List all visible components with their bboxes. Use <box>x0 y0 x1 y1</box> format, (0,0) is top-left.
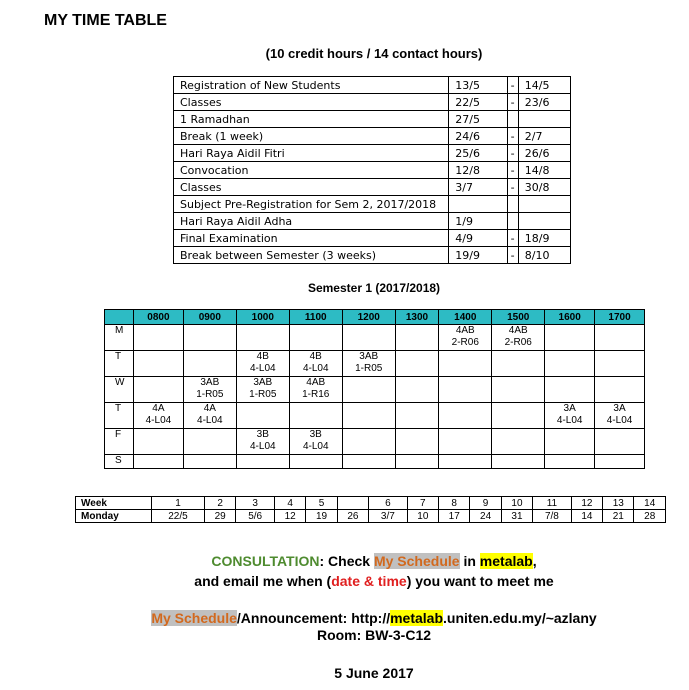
time-header-0900: 0900 <box>183 310 236 325</box>
class-slot <box>395 351 439 377</box>
class-slot <box>183 429 236 455</box>
class-slot-line: 4-L04 <box>249 441 276 452</box>
class-slot-line: 4B <box>309 351 322 362</box>
class-slot-line: 3AB <box>200 377 220 388</box>
day-label: W <box>105 377 134 403</box>
calendar-row <box>174 179 571 196</box>
class-slot <box>595 429 645 455</box>
week-number: 11 <box>533 497 572 510</box>
email-instruction-start: and email me when ( <box>194 573 332 589</box>
academic-calendar-table <box>173 76 571 264</box>
class-slot <box>289 429 342 455</box>
calendar-event: Hari Raya Aidil Fitri <box>174 145 449 162</box>
timetable-row <box>105 455 645 469</box>
metalab-highlight: metalab <box>479 553 533 569</box>
calendar-dash: - <box>507 230 518 247</box>
class-slot <box>183 377 236 403</box>
calendar-row <box>174 196 571 213</box>
calendar-from-date: 12/8 <box>449 162 507 179</box>
calendar-dash: - <box>507 145 518 162</box>
calendar-dash: - <box>507 77 518 94</box>
class-slot <box>183 455 236 469</box>
week-number: 6 <box>369 497 408 510</box>
class-slot <box>289 403 342 429</box>
day-label: M <box>105 325 134 351</box>
my-schedule-highlight: My Schedule <box>373 553 460 569</box>
metalab-url-highlight: metalab <box>390 610 444 626</box>
week-number: 7 <box>407 497 438 510</box>
calendar-from-date: 22/5 <box>449 94 507 111</box>
class-slot <box>492 351 545 377</box>
time-header-1600: 1600 <box>545 310 595 325</box>
calendar-from-date: 24/6 <box>449 128 507 145</box>
calendar-row <box>174 213 571 230</box>
my-schedule-label: My Schedule <box>151 610 237 626</box>
class-slot <box>439 325 492 351</box>
calendar-from-date: 3/7 <box>449 179 507 196</box>
monday-date: 24 <box>470 510 501 523</box>
class-slot <box>492 377 545 403</box>
class-slot-line: 4-L04 <box>197 415 223 426</box>
monday-date: 10 <box>407 510 438 523</box>
class-slot <box>395 325 439 351</box>
monday-date: 12 <box>274 510 305 523</box>
calendar-dash <box>507 196 518 213</box>
class-slot <box>395 403 439 429</box>
class-slot <box>236 377 289 403</box>
class-slot <box>236 455 289 469</box>
monday-date: 14 <box>571 510 602 523</box>
credit-hours-subtitle: (10 credit hours / 14 contact hours) <box>265 46 483 61</box>
class-slot-line: 3B <box>309 429 322 440</box>
week-number: 1 <box>152 497 205 510</box>
class-slot <box>595 403 645 429</box>
calendar-to-date <box>518 213 570 230</box>
monday-date: 3/7 <box>369 510 408 523</box>
monday-date: 19 <box>306 510 337 523</box>
calendar-dash: - <box>507 247 518 264</box>
calendar-row <box>174 162 571 179</box>
calendar-event: 1 Ramadhan <box>174 111 449 128</box>
page-title: MY TIME TABLE <box>44 12 167 29</box>
class-slot <box>439 351 492 377</box>
time-header-1200: 1200 <box>342 310 395 325</box>
calendar-dash <box>507 213 518 230</box>
class-slot <box>342 377 395 403</box>
consultation-label: CONSULTATION <box>211 553 320 569</box>
class-slot-line: 4A <box>152 403 165 414</box>
class-slot-line: 4AB <box>508 325 528 336</box>
timetable-row <box>105 429 645 455</box>
time-header-1300: 1300 <box>395 310 439 325</box>
monday-date: 29 <box>204 510 235 523</box>
class-slot <box>134 403 184 429</box>
class-slot-line: 3A <box>613 403 626 414</box>
class-slot <box>289 455 342 469</box>
consultation-check-text: : Check <box>319 553 374 569</box>
calendar-to-date: 23/6 <box>518 94 570 111</box>
class-slot <box>236 429 289 455</box>
class-slot <box>595 351 645 377</box>
day-label: T <box>105 403 134 429</box>
class-slot <box>134 351 184 377</box>
calendar-to-date: 8/10 <box>518 247 570 264</box>
consultation-line <box>0 553 689 569</box>
calendar-to-date <box>518 111 570 128</box>
calendar-event: Hari Raya Aidil Adha <box>174 213 449 230</box>
class-slot <box>492 403 545 429</box>
timetable-row <box>105 377 645 403</box>
email-instruction-end: ) you want to meet me <box>406 573 554 589</box>
class-slot <box>342 325 395 351</box>
class-slot-line: 4-L04 <box>145 415 172 426</box>
monday-date: 31 <box>501 510 532 523</box>
calendar-row <box>174 111 571 128</box>
timetable-row <box>105 351 645 377</box>
calendar-event: Classes <box>174 179 449 196</box>
timetable-row <box>105 325 645 351</box>
calendar-event: Convocation <box>174 162 449 179</box>
week-row-label: Week <box>76 497 152 510</box>
calendar-from-date: 13/5 <box>449 77 507 94</box>
room-line: Room: BW-3-C12 <box>316 627 432 643</box>
calendar-to-date <box>518 196 570 213</box>
class-slot-line: 4-L04 <box>606 415 633 426</box>
calendar-event: Final Examination <box>174 230 449 247</box>
announcement-url-rest: .uniten.edu.my/~azlany <box>443 610 597 626</box>
timetable-row <box>105 403 645 429</box>
class-slot-line: 1-R05 <box>249 389 277 400</box>
day-label: S <box>105 455 134 469</box>
class-slot <box>236 403 289 429</box>
class-slot <box>395 455 439 469</box>
calendar-to-date: 18/9 <box>518 230 570 247</box>
date-time-highlight: date & time <box>331 573 407 589</box>
class-slot <box>342 429 395 455</box>
class-slot <box>134 377 184 403</box>
week-number: 4 <box>274 497 305 510</box>
monday-date: 22/5 <box>152 510 205 523</box>
class-slot-line: 1-R16 <box>302 389 330 400</box>
calendar-to-date: 30/8 <box>518 179 570 196</box>
class-slot <box>439 403 492 429</box>
calendar-from-date: 25/6 <box>449 145 507 162</box>
class-slot <box>545 403 595 429</box>
class-slot <box>439 429 492 455</box>
weekly-timetable <box>104 309 645 469</box>
calendar-to-date: 14/5 <box>518 77 570 94</box>
calendar-dash: - <box>507 94 518 111</box>
week-mondays-table <box>75 496 666 523</box>
class-slot <box>545 455 595 469</box>
class-slot-line: 4-L04 <box>556 415 583 426</box>
week-number: 10 <box>501 497 532 510</box>
week-number <box>337 497 368 510</box>
time-header-1400: 1400 <box>439 310 492 325</box>
monday-date: 17 <box>439 510 470 523</box>
class-slot <box>134 455 184 469</box>
email-instruction-line <box>0 573 689 589</box>
week-number: 3 <box>236 497 275 510</box>
calendar-event: Registration of New Students <box>174 77 449 94</box>
class-slot-line: 2-R06 <box>451 337 479 348</box>
class-slot-line: 4B <box>256 351 269 362</box>
class-slot-line: 1-R05 <box>355 363 383 374</box>
class-slot <box>342 403 395 429</box>
calendar-dash <box>507 111 518 128</box>
class-slot <box>342 351 395 377</box>
class-slot-line: 4AB <box>306 377 326 388</box>
monday-date: 7/8 <box>533 510 572 523</box>
class-slot <box>492 455 545 469</box>
calendar-row <box>174 145 571 162</box>
day-label: F <box>105 429 134 455</box>
schedule-url-line <box>0 610 689 626</box>
calendar-from-date: 1/9 <box>449 213 507 230</box>
class-slot <box>545 429 595 455</box>
monday-date: 21 <box>603 510 634 523</box>
calendar-dash: - <box>507 128 518 145</box>
calendar-from-date: 27/5 <box>449 111 507 128</box>
calendar-dash: - <box>507 179 518 196</box>
calendar-row <box>174 247 571 264</box>
week-number: 9 <box>470 497 501 510</box>
class-slot <box>595 455 645 469</box>
week-number: 2 <box>204 497 235 510</box>
class-slot <box>492 429 545 455</box>
class-slot <box>183 403 236 429</box>
semester-title: Semester 1 (2017/2018) <box>307 281 441 295</box>
class-slot <box>289 351 342 377</box>
calendar-row <box>174 128 571 145</box>
time-header-0800: 0800 <box>134 310 184 325</box>
time-header-1000: 1000 <box>236 310 289 325</box>
class-slot <box>492 325 545 351</box>
class-slot-line: 4-L04 <box>302 441 329 452</box>
calendar-event: Subject Pre-Registration for Sem 2, 2017/2018 <box>174 196 449 213</box>
week-number: 12 <box>571 497 602 510</box>
calendar-to-date: 14/8 <box>518 162 570 179</box>
week-number: 5 <box>306 497 337 510</box>
class-slot-line: 1-R05 <box>196 389 224 400</box>
calendar-row <box>174 77 571 94</box>
class-slot-line: 3AB <box>359 351 379 362</box>
class-slot <box>236 351 289 377</box>
timetable-corner-cell <box>105 310 134 325</box>
class-slot-line: 3A <box>563 403 576 414</box>
class-slot <box>236 325 289 351</box>
class-slot <box>289 325 342 351</box>
class-slot <box>595 325 645 351</box>
class-slot <box>545 325 595 351</box>
calendar-event: Classes <box>174 94 449 111</box>
class-slot-line: 2-R06 <box>504 337 532 348</box>
class-slot-line: 4-L04 <box>249 363 276 374</box>
time-header-1100: 1100 <box>289 310 342 325</box>
calendar-from-date <box>449 196 507 213</box>
class-slot <box>134 429 184 455</box>
day-label: T <box>105 351 134 377</box>
class-slot <box>545 351 595 377</box>
consultation-comma: , <box>532 553 537 569</box>
class-slot <box>289 377 342 403</box>
monday-date: 5/6 <box>236 510 275 523</box>
class-slot-line: 4-L04 <box>302 363 329 374</box>
week-number: 13 <box>603 497 634 510</box>
calendar-row <box>174 230 571 247</box>
class-slot <box>395 377 439 403</box>
calendar-dash: - <box>507 162 518 179</box>
week-number: 8 <box>439 497 470 510</box>
class-slot <box>395 429 439 455</box>
class-slot-line: 3B <box>256 429 269 440</box>
class-slot <box>545 377 595 403</box>
time-header-1700: 1700 <box>595 310 645 325</box>
calendar-event: Break between Semester (3 weeks) <box>174 247 449 264</box>
class-slot <box>183 325 236 351</box>
calendar-row <box>174 94 571 111</box>
class-slot-line: 4A <box>203 403 216 414</box>
announcement-url-start: /Announcement: http:// <box>236 610 391 626</box>
calendar-to-date: 2/7 <box>518 128 570 145</box>
class-slot <box>183 351 236 377</box>
calendar-to-date: 26/6 <box>518 145 570 162</box>
class-slot <box>439 455 492 469</box>
time-header-1500: 1500 <box>492 310 545 325</box>
document-date: 5 June 2017 <box>334 665 414 681</box>
calendar-event: Break (1 week) <box>174 128 449 145</box>
monday-date: 26 <box>337 510 368 523</box>
class-slot <box>134 325 184 351</box>
class-slot <box>595 377 645 403</box>
monday-date: 28 <box>634 510 666 523</box>
class-slot <box>439 377 492 403</box>
week-number: 14 <box>634 497 666 510</box>
calendar-from-date: 19/9 <box>449 247 507 264</box>
class-slot-line: 3AB <box>253 377 273 388</box>
monday-row-label: Monday <box>76 510 152 523</box>
class-slot <box>342 455 395 469</box>
class-slot-line: 4AB <box>455 325 475 336</box>
calendar-from-date: 4/9 <box>449 230 507 247</box>
consultation-in-text: in <box>459 553 480 569</box>
